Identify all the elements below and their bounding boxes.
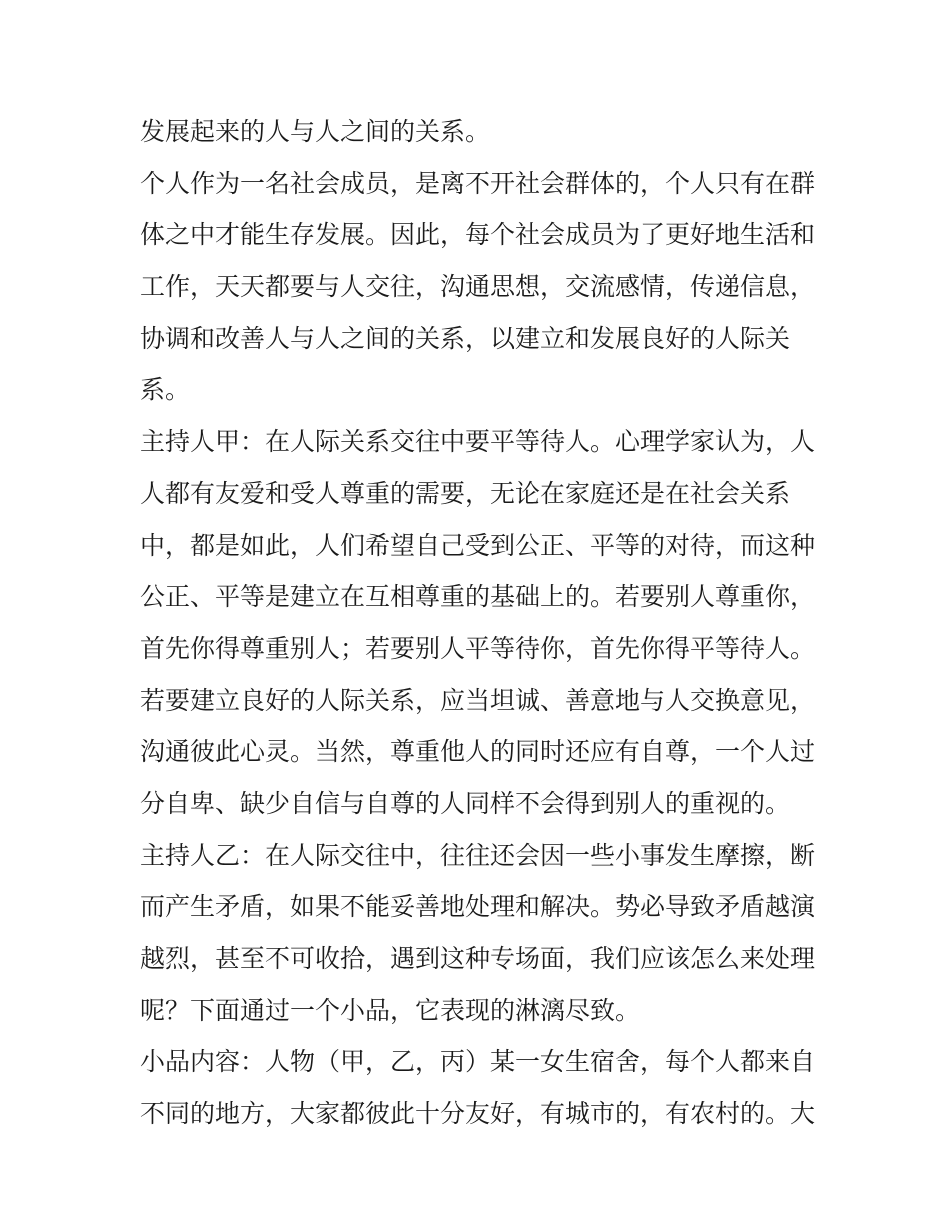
- text-line: 协调和改善人与人之间的关系，以建立和发展良好的人际关: [140, 323, 791, 353]
- text-line: 体之中才能生存发展。因此，每个社会成员为了更好地生活和: [140, 220, 816, 250]
- text-line: 系。: [140, 375, 191, 405]
- text-line: 主持人乙：在人际交往中，往往还会因一些小事发生摩擦，断: [140, 840, 816, 870]
- text-line: 呢？下面通过一个小品，它表现的淋漓尽致。: [140, 995, 641, 1025]
- text-line: 小品内容：人物（甲，乙，丙）某一女生宿舍，每个人都来自: [140, 1047, 816, 1077]
- text-line: 工作，天天都要与人交往，沟通思想，交流感情，传递信息，: [140, 272, 816, 302]
- text-line: 个人作为一名社会成员，是离不开社会群体的，个人只有在群: [140, 168, 816, 198]
- text-line: 发展起来的人与人之间的关系。: [140, 117, 491, 146]
- text-line: 不同的地方，大家都彼此十分友好，有城市的，有农村的。大: [140, 1099, 816, 1129]
- document-body: [140, 106, 820, 1140]
- text-line: 若要建立良好的人际关系，应当坦诚、善意地与人交换意见，: [140, 685, 816, 715]
- text-line: 而产生矛盾，如果不能妥善地处理和解决。势必导致矛盾越演: [140, 892, 816, 922]
- text-line: 主持人甲：在人际关系交往中要平等待人。心理学家认为，人: [140, 427, 816, 457]
- text-line: 越烈，甚至不可收拾，遇到这种专场面，我们应该怎么来处理: [140, 944, 816, 973]
- text-line: 人都有友爱和受人尊重的需要，无论在家庭还是在社会关系: [140, 478, 791, 508]
- text-line: 沟通彼此心灵。当然，尊重他人的同时还应有自尊，一个人过: [140, 737, 816, 767]
- text-line: 分自卑、缺少自信与自尊的人同样不会得到别人的重视的。: [140, 788, 791, 818]
- text-line: 首先你得尊重别人；若要别人平等待你，首先你得平等待人。: [140, 633, 816, 663]
- text-line: 中，都是如此，人们希望自己受到公正、平等的对待，而这种: [140, 530, 816, 560]
- text-line: 公正、平等是建立在互相尊重的基础上的。若要别人尊重你，: [140, 582, 816, 612]
